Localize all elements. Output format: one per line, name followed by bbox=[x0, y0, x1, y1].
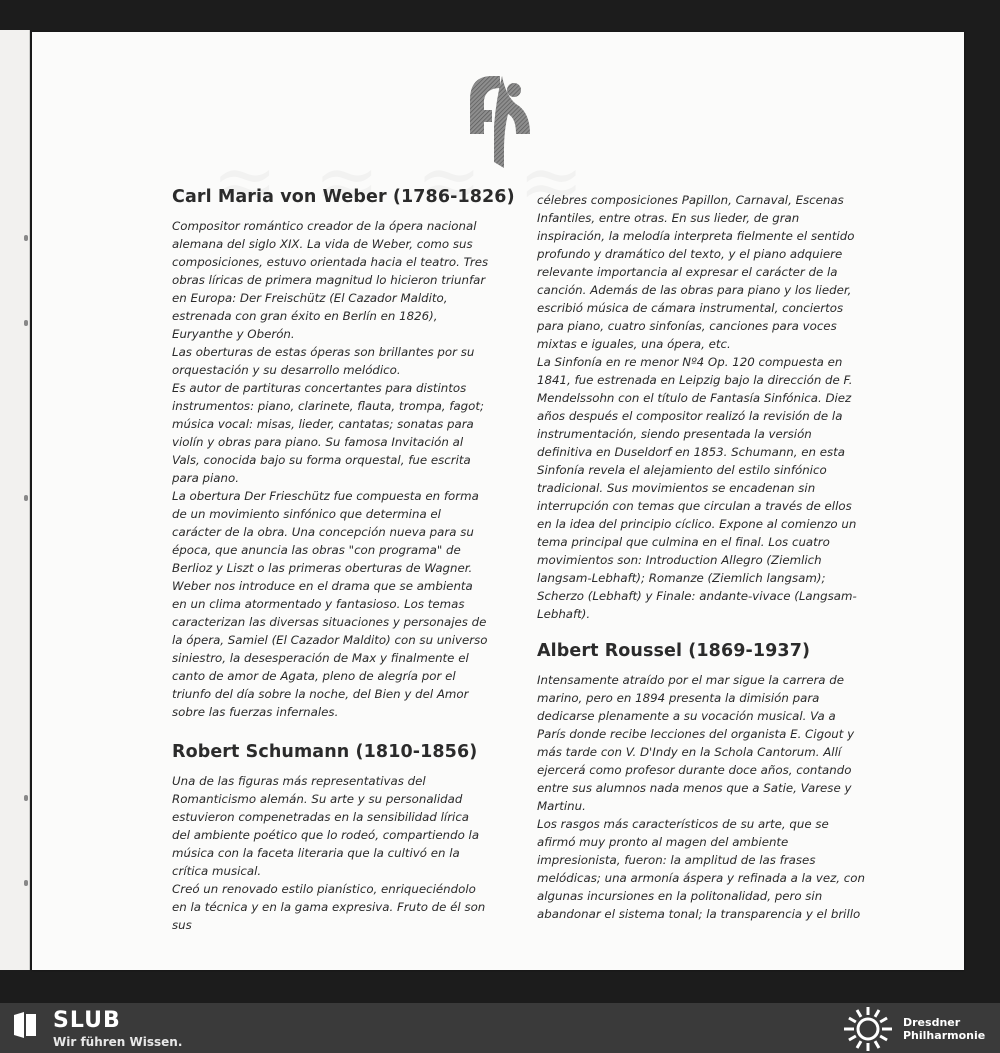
composer-name: Robert Schumann bbox=[172, 742, 350, 762]
partner-line-1: Dresdner bbox=[903, 1016, 961, 1029]
composer-years: (1810-1856) bbox=[355, 742, 478, 762]
weber-paragraph: Es autor de partituras concertantes para distintos instrumentos: piano, clarinete, flauta, trompa, fagot; música vocal: misas, lieder, cantatas; sonatas para violín y obras para piano. Su famosa Invitación al Vals, conocida bajo su forma orquestal, fue escrita para piano. bbox=[172, 381, 484, 485]
slub-name: SLUB bbox=[53, 1008, 121, 1033]
weber-paragraph: La obertura Der Frieschütz fue compuesta en forma de un movimiento sinfónico que determina el carácter de la obra. Una concepción nueva para su época, que anuncia las obras "con programa" de Berlioz y Liszt o las primeras oberturas de Wagner. Weber nos introduce en el drama que se ambienta en un clima atormentado y fantasioso. Los temas caracterizan las diversas situaciones y personajes de la ópera, Samiel (El Cazador Maldito) con su universo siniestro, la desesperación de Max y finalmente el canto de amor de Agata, pleno de alegría por el triunfo del día sobre la noche, del Bien y del Amor sobre las fuerzas infernales. bbox=[172, 489, 488, 719]
roussel-paragraph: Los rasgos más característicos de su arte, que se afirmó muy pronto al magen del ambiente impresionista, fueron: la amplitud de las frases melódicas; una armonía áspera y refinada a la vez, con algunas incursiones en la politonalidad, pero sin abandonar el sistema tonal; la transparencia y el brillo bbox=[537, 817, 865, 921]
schumann-paragraph: Creó un renovado estilo pianístico, enriqueciéndolo en la técnica y en la gama expresiva. Fruto de él son sus bbox=[172, 882, 486, 932]
sunburst-logo-icon bbox=[842, 1006, 894, 1052]
composer-name: Carl Maria von Weber bbox=[172, 187, 387, 207]
weber-paragraph: Compositor romántico creador de la ópera nacional alemana del siglo XIX. La vida de Weber, como sus composiciones, estuvo orientada hacia el teatro. Tres obras líricas de primera magnitud lo hicieron triunfar en Europa: Der Freischütz (El Cazador Maldito, estrenada con gran éxito en Berlín en 1826), Euryanthe y Oberón. bbox=[172, 219, 489, 341]
binding-hole bbox=[24, 495, 28, 501]
footer-bar bbox=[0, 1003, 1000, 1053]
binding-hole bbox=[24, 320, 28, 326]
weber-paragraph: Las oberturas de estas óperas son brillantes por su orquestación y su desarrollo melódico. bbox=[172, 345, 475, 377]
composer-name: Albert Roussel bbox=[537, 641, 683, 661]
roussel-paragraph: Intensamente atraído por el mar sigue la carrera de marino, pero en 1894 presenta la dimisión para dedicarse plenamente a su vocación musical. Va a París donde recibe lecciones del organista E. Cigout y más tarde con V. D'Indy en la Schola Cantorum. Allí ejercerá como profesor durante doce años, contando entre sus alumnos nada menos que a Satie, Varese y Martinu. bbox=[537, 673, 855, 813]
composer-years: (1869-1937) bbox=[688, 641, 811, 661]
binding-hole bbox=[24, 880, 28, 886]
schumann-paragraph: Una de las figuras más representativas del Romanticismo alemán. Su arte y su personalidad estuvieron compenetradas en la sensibilidad lírica del ambiente poético que lo rodeó, compartiendo la música con la faceta literaria que la cultivó en la crítica musical. bbox=[172, 774, 480, 878]
schumann-paragraph: La Sinfonía en re menor Nº4 Op. 120 compuesta en 1841, fue estrenada en Leipzig bajo la dirección de F. Mendelssohn con el título de Fantasía Sinfónica. Diez años después el compositor realizó la revisión de la instrumentación, siendo presentada la versión definitiva en Duseldorf en 1853. Schumann, en esta Sinfonía revela el alejamiento del estilo sinfónico tradicional. Sus movimientos se encadenan sin interrupción con temas que circulan a través de ellos en la idea del principio cíclico. Expone al comienzo un tema principal que culmina en el final. Los cuatro movimientos son: Introduction Allegro (Ziemlich langsam-Lebhaft); Romanze (Ziemlich langsam); Scherzo (Lebhaft) y Finale: andante-vivace (Langsam-Lebhaft). bbox=[537, 355, 857, 621]
partner-name bbox=[903, 1016, 985, 1042]
right-column bbox=[537, 191, 867, 923]
partner-line-2: Philharmonie bbox=[903, 1029, 986, 1042]
weber-heading bbox=[172, 187, 515, 207]
document-page bbox=[32, 32, 964, 970]
roussel-heading bbox=[537, 641, 867, 661]
left-column bbox=[172, 187, 515, 934]
binding-hole bbox=[24, 235, 28, 241]
monogram-logo-icon bbox=[466, 70, 536, 174]
binding-hole bbox=[24, 795, 28, 801]
schumann-paragraph: célebres composiciones Papillon, Carnaval, Escenas Infantiles, entre otras. En sus lieder, de gran inspiración, la melodía interpreta fielmente el sentido profundo y dramático del texto, y el piano adquiere relevante importancia al expresar el carácter de la canción. Además de las obras para piano y los lieder, escribió música de cámara instrumental, conciertos para piano, cuatro sinfonías, canciones para voces mixtas e iguales, una ópera, etc. bbox=[537, 193, 855, 351]
composer-years: (1786-1826) bbox=[392, 187, 515, 207]
left-page-edge bbox=[0, 30, 30, 970]
slub-tagline: Wir führen Wissen. bbox=[53, 1035, 183, 1049]
schumann-heading bbox=[172, 742, 490, 762]
slub-logo-icon bbox=[12, 1011, 40, 1039]
